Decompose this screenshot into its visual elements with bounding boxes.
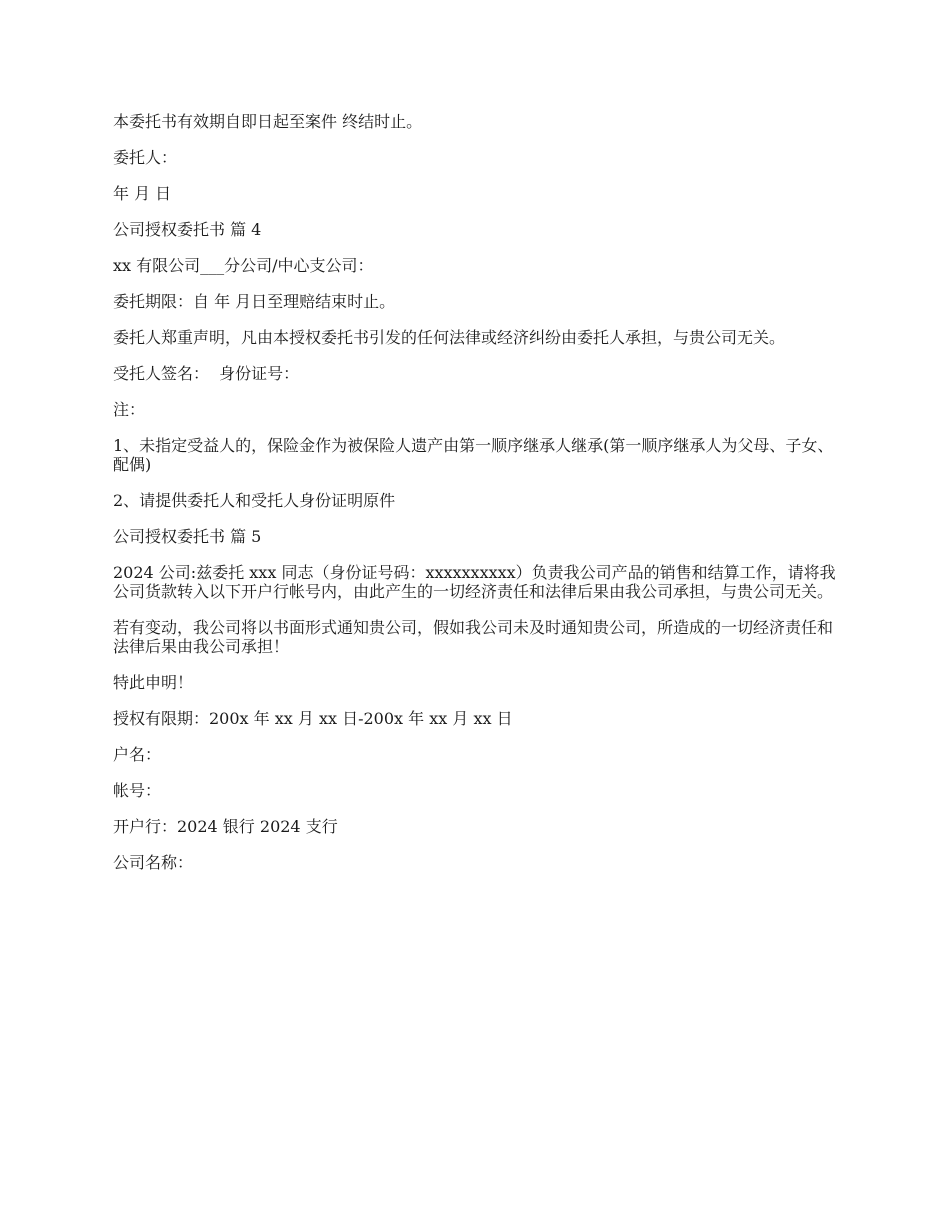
principal-label: 委托人： xyxy=(113,148,178,167)
addressee-line: xx 有限公司___分公司/中心支公司： xyxy=(113,256,374,275)
validity-paragraph: 本委托书有效期自即日起至案件 终结时止。 xyxy=(113,112,423,131)
authorization-period-line: 授权有限期：200x 年 xx 月 xx 日-200x 年 xx 月 xx 日 xyxy=(113,709,513,728)
note-item-2: 2、请提供委托人和受托人身份证明原件 xyxy=(113,491,396,510)
agent-signature-line: 受托人签名： 身份证号： xyxy=(113,364,300,383)
change-notice-paragraph: 若有变动，我公司将以书面形式通知贵公司，假如我公司未及时通知贵公司，所造成的一切经济责任和法律后果由我公司承担！ xyxy=(113,618,834,656)
declaration-paragraph: 委托人郑重声明，凡由本授权委托书引发的任何法律或经济纠纷由委托人承担，与贵公司无关。 xyxy=(113,328,786,347)
account-number-line: 帐号： xyxy=(113,781,162,800)
note-label: 注： xyxy=(113,400,146,419)
authorization-paragraph: 2024 公司:兹委托 xxx 同志（身份证号码：xxxxxxxxxx）负责我公司产品的销售和结算工作，请将我公司货款转入以下开户行帐号内，由此产生的一切经济责任和法律后果由我公司承担，与贵公司无关。 xyxy=(113,563,836,601)
statement-line: 特此申明！ xyxy=(113,673,194,692)
note-item-1: 1、未指定受益人的，保险金作为被保险人遗产由第一顺序继承人继承(第一顺序继承人为父母、子女、配偶) xyxy=(113,436,834,474)
section-heading-4: 公司授权委托书 篇 4 xyxy=(113,220,262,239)
bank-line: 开户行：2024 银行 2024 支行 xyxy=(113,817,338,836)
account-name-line: 户名： xyxy=(113,745,162,764)
section-heading-5: 公司授权委托书 篇 5 xyxy=(113,527,262,546)
term-paragraph: 委托期限：自 年 月日至理赔结束时止。 xyxy=(113,292,396,311)
company-name-line: 公司名称： xyxy=(113,853,194,872)
document-body xyxy=(113,112,843,889)
date-line: 年 月 日 xyxy=(113,184,172,203)
